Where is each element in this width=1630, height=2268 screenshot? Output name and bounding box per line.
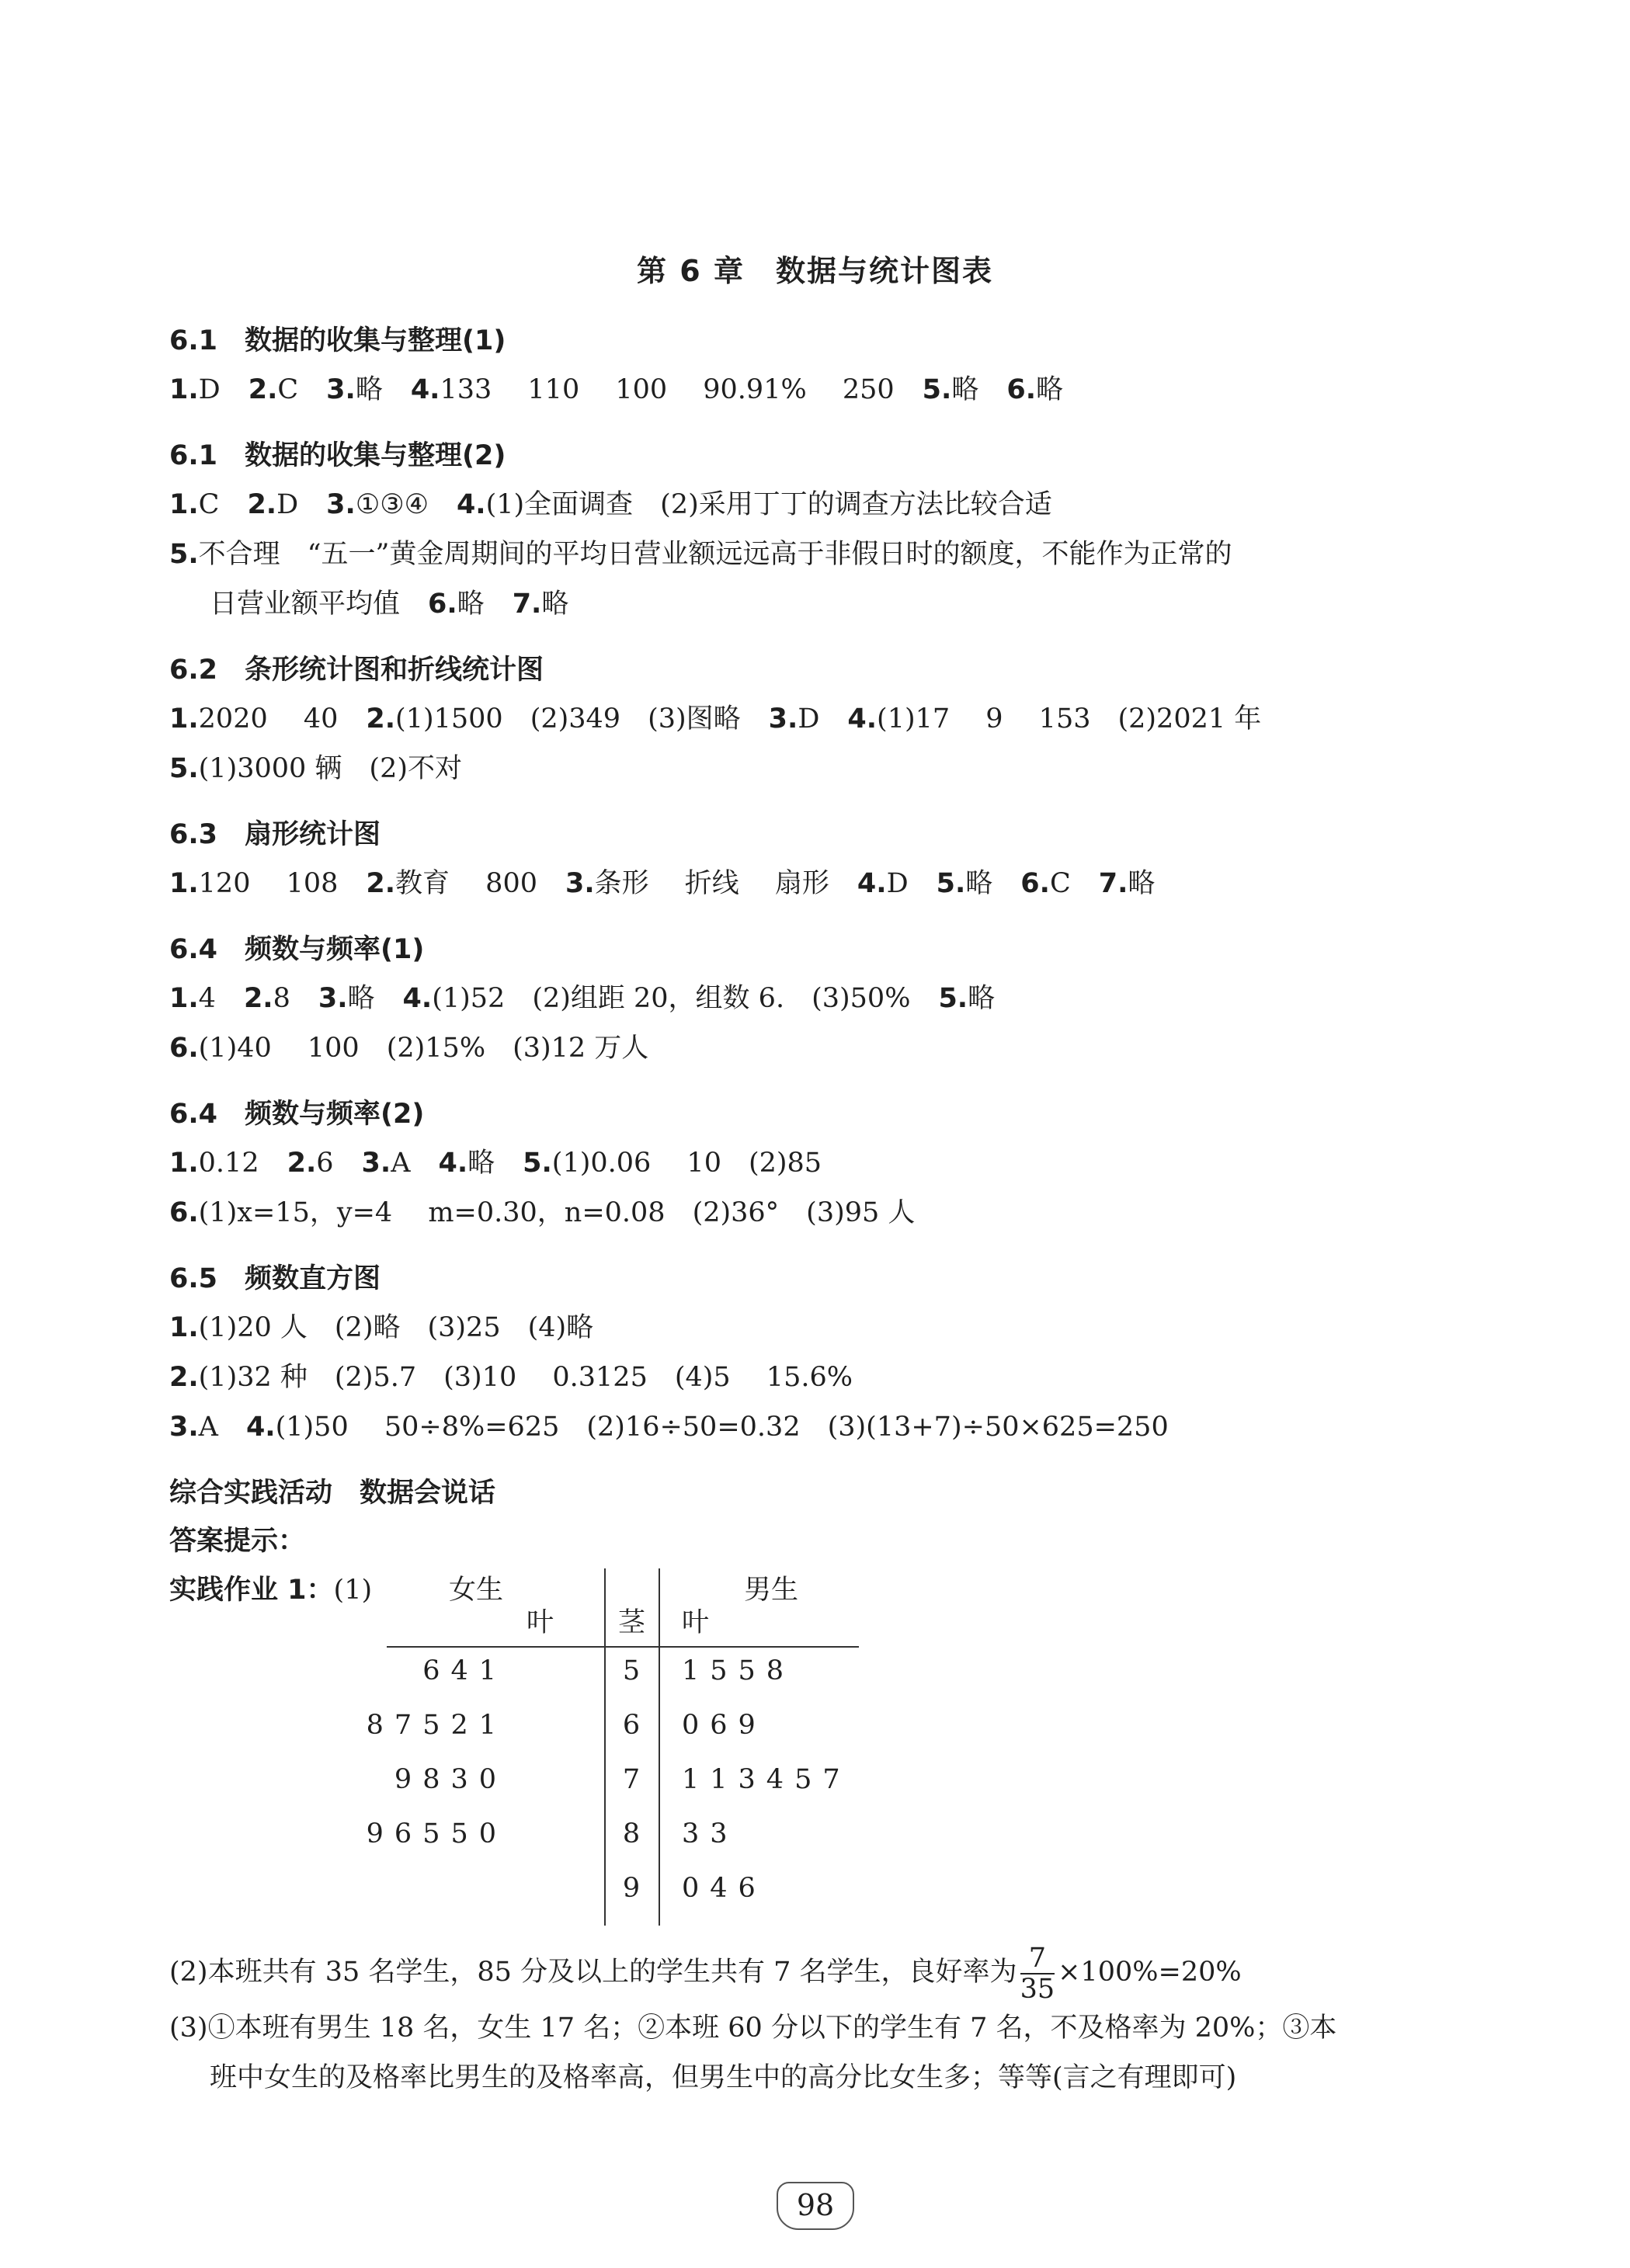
answer-hint-label: 答案提示： xyxy=(169,1526,306,1557)
answer-item xyxy=(247,489,298,520)
answer-item xyxy=(523,1148,822,1179)
question-number: 2. xyxy=(248,374,278,405)
answer-text: 教育 800 xyxy=(395,868,537,899)
answer-item xyxy=(428,589,485,620)
section-heading: 6.5 频数直方图 xyxy=(169,1263,381,1294)
answer-sections xyxy=(169,317,1458,1452)
answer-item xyxy=(769,703,820,735)
stem-value: 5 xyxy=(622,1655,641,1686)
answer-item xyxy=(923,374,979,405)
answer-text: (1)0.06 10 (2)85 xyxy=(551,1148,822,1179)
question-number: 5. xyxy=(523,1148,552,1179)
question-number: 3. xyxy=(326,489,356,520)
answer-section xyxy=(169,1090,1458,1238)
answer-text: C xyxy=(277,374,299,405)
answer-text: 0.12 xyxy=(198,1148,259,1179)
question-number: 3. xyxy=(318,983,348,1014)
answer-item xyxy=(210,589,400,620)
answer-text: (1)20 人 (2)略 (3)25 (4)略 xyxy=(198,1312,594,1343)
answer-item xyxy=(937,868,993,899)
activity-heading: 综合实践活动 数据会说话 xyxy=(169,1478,496,1509)
question-number: 1. xyxy=(169,1148,199,1179)
section-heading: 6.4 频数与频率(2) xyxy=(169,1099,425,1130)
question-number: 4. xyxy=(438,1148,468,1179)
practice-title: 实践作业 1： xyxy=(169,1575,334,1606)
part3-line-2: 班中女生的及格率比男生的及格率高，但男生中的高分比女生多；等等(言之有理即可) xyxy=(210,2062,1237,2093)
answer-item xyxy=(169,1312,593,1343)
answer-item xyxy=(169,703,338,735)
stem-leaf-row xyxy=(366,1710,868,1761)
question-number: 5. xyxy=(922,374,952,405)
answer-item xyxy=(565,868,829,899)
question-number: 2. xyxy=(247,489,277,520)
chapter-title: 第 6 章 数据与统计图表 xyxy=(637,254,993,288)
answer-text: (1)1500 (2)349 (3)图略 xyxy=(395,703,741,735)
answer-item xyxy=(366,868,537,899)
answer-item xyxy=(169,1197,915,1228)
stem-leaf-row xyxy=(387,1873,868,1924)
question-number: 2. xyxy=(243,983,273,1014)
answer-item xyxy=(169,1362,853,1393)
answer-line xyxy=(169,1353,1458,1402)
answer-item xyxy=(857,868,909,899)
question-number: 4. xyxy=(847,703,878,735)
answer-text: 条形 折线 扇形 xyxy=(594,868,829,899)
answer-item xyxy=(326,374,383,405)
answer-text: 略 xyxy=(541,589,569,620)
question-number: 1. xyxy=(169,983,199,1014)
answer-item xyxy=(326,489,429,520)
answer-text: 略 xyxy=(347,983,375,1014)
answer-line xyxy=(169,1023,1458,1073)
male-header: 男生 xyxy=(744,1575,799,1606)
male-leaves: 046 xyxy=(682,1873,766,1904)
section-heading: 6.1 数据的收集与整理(1) xyxy=(169,325,506,356)
answer-text: (1)全面调查 (2)采用丁丁的调查方法比较合适 xyxy=(485,489,1052,520)
answer-item xyxy=(169,983,216,1014)
stem-leaf-area xyxy=(169,1568,1458,1941)
answer-item xyxy=(169,753,462,784)
fraction-numerator: 7 xyxy=(1020,1943,1055,1975)
answer-item xyxy=(244,983,290,1014)
answer-line xyxy=(169,974,1458,1023)
female-leaves: 87521 xyxy=(366,1710,507,1741)
section-heading: 6.4 频数与频率(1) xyxy=(169,934,425,965)
question-number: 6. xyxy=(169,1197,199,1228)
stem-header: 茎 xyxy=(618,1607,646,1638)
stem-value: 9 xyxy=(622,1873,641,1904)
answer-line xyxy=(169,530,1458,579)
question-number: 1. xyxy=(169,703,199,735)
answer-section xyxy=(169,1255,1458,1452)
question-number: 3. xyxy=(326,374,356,405)
answer-item xyxy=(366,703,740,735)
stem-leaf-row xyxy=(387,1764,868,1815)
answer-text: D xyxy=(886,868,909,899)
question-number: 4. xyxy=(245,1412,276,1443)
answer-item xyxy=(169,489,219,520)
answer-item xyxy=(169,374,221,405)
stem-leaf-row xyxy=(387,1655,868,1707)
question-number: 6. xyxy=(169,1033,199,1064)
leaf-right-header: 叶 xyxy=(682,1607,710,1638)
answer-text: (1)17 9 153 (2)2021 年 xyxy=(877,703,1262,735)
answer-line xyxy=(169,1303,1458,1353)
answer-line xyxy=(169,480,1458,530)
answer-text: 略 xyxy=(355,374,383,405)
answer-text: 6 xyxy=(316,1148,334,1179)
answer-item xyxy=(169,1033,648,1064)
answer-item xyxy=(513,589,569,620)
answer-line xyxy=(169,859,1458,908)
answer-item xyxy=(1099,868,1156,899)
answer-text: 不合理 “五一”黄金周期间的平均日营业额远远高于非假日时的额度，不能作为正常的 xyxy=(198,539,1232,570)
answer-item xyxy=(169,539,1232,570)
answer-text: C xyxy=(198,489,220,520)
question-number: 6. xyxy=(1006,374,1036,405)
question-number: 3. xyxy=(361,1148,391,1179)
answer-item xyxy=(362,1148,411,1179)
practice-part: (1) xyxy=(333,1575,373,1606)
question-number: 6. xyxy=(428,589,457,620)
question-number: 3. xyxy=(169,1412,199,1443)
stem-leaf-table xyxy=(366,1568,868,1941)
answer-text: 略 xyxy=(965,868,993,899)
answer-item xyxy=(248,374,298,405)
answer-text: 略 xyxy=(1036,374,1064,405)
part2-result: ×100%=20% xyxy=(1058,1957,1242,1988)
answer-text: (1)3000 辆 (2)不对 xyxy=(198,753,463,784)
answer-text: (1)50 50÷8%=625 (2)16÷50=0.32 (3)(13+7)÷50×625=250 xyxy=(275,1412,1169,1443)
stem-value: 6 xyxy=(622,1710,641,1741)
question-number: 1. xyxy=(169,489,199,520)
fraction-denominator: 35 xyxy=(1020,1973,1055,2005)
answer-text: 略 xyxy=(968,983,996,1014)
answer-item xyxy=(318,983,375,1014)
answer-line xyxy=(169,365,1458,415)
question-number: 1. xyxy=(169,374,199,405)
answer-text: D xyxy=(198,374,221,405)
answer-section xyxy=(169,646,1458,794)
fraction xyxy=(1020,1943,1055,2004)
answer-text: 略 xyxy=(951,374,979,405)
question-number: 5. xyxy=(169,753,199,784)
answer-text: 133 110 100 90.91% 250 xyxy=(440,374,895,405)
answer-item xyxy=(169,1148,259,1179)
answer-line xyxy=(169,694,1458,744)
activity-section xyxy=(169,1469,1458,2103)
answer-section xyxy=(169,432,1458,629)
question-number: 7. xyxy=(1098,868,1128,899)
female-leaves: 96550 xyxy=(366,1818,507,1849)
answer-text: C xyxy=(1049,868,1071,899)
answer-line xyxy=(169,1402,1458,1452)
answer-text: 120 108 xyxy=(198,868,339,899)
answer-text: 略 xyxy=(1128,868,1156,899)
question-number: 5. xyxy=(938,983,968,1014)
answer-line xyxy=(169,579,1458,629)
answer-item xyxy=(438,1148,495,1179)
question-number: 5. xyxy=(936,868,966,899)
stem-leaf-row xyxy=(366,1818,868,1870)
question-number: 1. xyxy=(169,868,199,899)
female-leaves: 9830 xyxy=(394,1764,507,1795)
answer-section xyxy=(169,317,1458,415)
answer-text: 2020 40 xyxy=(198,703,339,735)
question-number: 2. xyxy=(366,703,396,735)
question-number: 4. xyxy=(410,374,440,405)
answer-item xyxy=(847,703,1261,735)
question-number: 4. xyxy=(857,868,887,899)
section-heading: 6.2 条形统计图和折线统计图 xyxy=(169,655,544,686)
answer-item xyxy=(169,1412,218,1443)
answer-text: (1)52 (2)组距 20，组数 6. (3)50% xyxy=(432,983,911,1014)
section-heading: 6.1 数据的收集与整理(2) xyxy=(169,440,506,471)
answer-item xyxy=(403,983,911,1014)
answer-item xyxy=(457,489,1052,520)
answer-text: D xyxy=(276,489,299,520)
male-leaves: 33 xyxy=(682,1818,739,1849)
answer-text: 略 xyxy=(467,1148,495,1179)
question-number: 5. xyxy=(169,539,199,570)
answer-content xyxy=(169,317,1458,2120)
question-number: 6. xyxy=(1020,868,1050,899)
question-number: 4. xyxy=(456,489,486,520)
stem-value: 7 xyxy=(622,1764,641,1795)
leaf-left-header: 叶 xyxy=(527,1607,554,1638)
answer-item xyxy=(287,1148,334,1179)
answer-text: (1)x=15，y=4 m=0.30，n=0.08 (2)36° (3)95 人 xyxy=(198,1197,916,1228)
answer-section xyxy=(169,926,1458,1073)
section-heading: 6.3 扇形统计图 xyxy=(169,819,381,850)
answer-text: A xyxy=(391,1148,411,1179)
answer-text: (1)32 种 (2)5.7 (3)10 0.3125 (4)5 15.6% xyxy=(198,1362,853,1393)
answer-line xyxy=(169,1188,1458,1238)
question-number: 1. xyxy=(169,1312,199,1343)
answer-item xyxy=(246,1412,1169,1443)
question-number: 3. xyxy=(768,703,798,735)
answer-text: A xyxy=(198,1412,218,1443)
question-number: 2. xyxy=(366,868,396,899)
part2-line xyxy=(169,1941,1458,2003)
answer-item xyxy=(938,983,995,1014)
answer-text: 略 xyxy=(457,589,485,620)
question-number: 3. xyxy=(565,868,595,899)
question-number: 2. xyxy=(287,1148,317,1179)
female-leaves: 641 xyxy=(422,1655,507,1686)
question-number: 4. xyxy=(402,983,433,1014)
question-number: 7. xyxy=(512,589,542,620)
header-rule xyxy=(387,1646,859,1648)
page-number: 98 xyxy=(777,2182,854,2230)
answer-text: 4 xyxy=(198,983,216,1014)
male-leaves: 1558 xyxy=(682,1655,795,1686)
answer-text: 日营业额平均值 xyxy=(210,589,401,620)
male-leaves: 069 xyxy=(682,1710,766,1741)
answer-text: ①③④ xyxy=(355,489,429,520)
answer-line xyxy=(169,744,1458,794)
male-leaves: 113457 xyxy=(682,1764,851,1795)
answer-item xyxy=(1020,868,1070,899)
answer-item xyxy=(169,868,338,899)
answer-text: D xyxy=(798,703,820,735)
answer-text: (1)40 100 (2)15% (3)12 万人 xyxy=(198,1033,649,1064)
part2-text: (2)本班共有 35 名学生，85 分及以上的学生共有 7 名学生，良好率为 xyxy=(169,1957,1017,1988)
practice-label xyxy=(169,1568,372,1607)
answer-text: 8 xyxy=(273,983,290,1014)
answer-item xyxy=(411,374,895,405)
answer-line xyxy=(169,1138,1458,1188)
answer-item xyxy=(1006,374,1063,405)
answer-section xyxy=(169,811,1458,908)
question-number: 2. xyxy=(169,1362,199,1393)
part3-line-1: (3)①本班有男生 18 名，女生 17 名；②本班 60 分以下的学生有 7 名，不及格率为 20%；③本 xyxy=(169,2013,1337,2044)
female-header: 女生 xyxy=(449,1575,504,1606)
stem-value: 8 xyxy=(622,1818,641,1849)
